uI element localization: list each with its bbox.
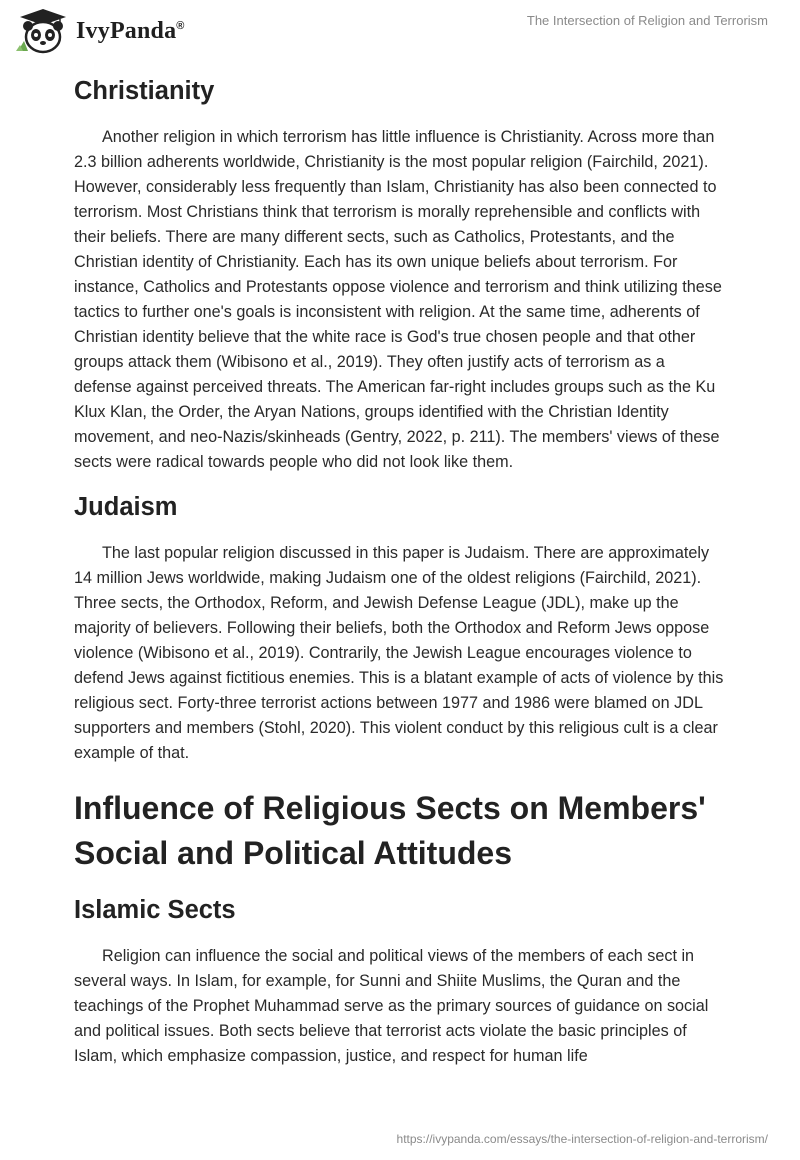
heading-christianity: Christianity bbox=[74, 77, 215, 105]
source-url[interactable]: https://ivypanda.com/essays/the-intersection-of-religion-and-terrorism/ bbox=[396, 1132, 768, 1146]
brand-logo[interactable] bbox=[14, 7, 185, 55]
brand-name: IvyPanda® bbox=[76, 17, 185, 44]
heading-influence-of-religious-sects: Influence of Religious Sects on Members' Social and Political Attitudes bbox=[74, 790, 706, 871]
panda-graduate-icon bbox=[14, 7, 72, 55]
essay-content bbox=[74, 72, 726, 1069]
document-title: The Intersection of Religion and Terrorism bbox=[526, 13, 768, 28]
page-header bbox=[0, 0, 800, 60]
paragraph-judaism: The last popular religion discussed in this paper is Judaism. There are approximately 14 million Jews worldwide, making Judaism one of the oldest religions (Fairchild, 2021). Three sects, the Orthodox, Reform, and Jewish Defense League (JDL), make up the majority of believers. Following their beliefs, both the Orthodox and Reform Jews oppose violence (Wibisono et al., 2019). Contrarily, the Jewish League encourages violence to defend Jews against fictitious enemies. This is a blatant example of acts of violence by this religious sect. Forty-three terrorist actions between 1977 and 1986 were blamed on JDL supporters and members (Stohl, 2020). This violent conduct by this religious cult is a clear example of that. bbox=[74, 544, 724, 762]
paragraph-islamic-sects: Religion can influence the social and political views of the members of each sect in several ways. In Islam, for example, for Sunni and Shiite Muslims, the Quran and the teachings of the Prophet Muhammad serve as the primary sources of guidance on social and political issues. Both sects believe that terrorist acts violate the basic principles of Islam, which emphasize compassion, justice, and respect for human life bbox=[74, 947, 709, 1065]
heading-judaism: Judaism bbox=[74, 493, 178, 521]
paragraph-christianity: Another religion in which terrorism has little influence is Christianity. Across more than 2.3 billion adherents worldwide, Christianity is the most popular religion (Fairchild, 2021). However, considerably less frequently than Islam, Christianity has also been connected to terrorism. Most Christians think that terrorism is morally reprehensible and conflicts with their beliefs. There are many different sects, such as Catholics, Protestants, and the Christian identity of Christianity. Each has its own unique beliefs about terrorism. For instance, Catholics and Protestants oppose violence and terrorism and think utilizing these tactics to further one's goals is inconsistent with religion. At the same time, adherents of Christian identity believe that the white race is God's true chosen people and that other groups attack them (Wibisono et al., 2019). They often justify acts of terrorism as a defense against perceived threats. The American far-right includes groups such as the Ku Klux Klan, the Order, the Aryan Nations, groups identified with the Christian Identity movement, and neo-Nazis/skinheads (Gentry, 2022, p. 211). The members' views of these sects were radical towards people who did not look like them. bbox=[74, 128, 722, 471]
registered-mark: ® bbox=[176, 19, 185, 32]
heading-islamic-sects: Islamic Sects bbox=[74, 896, 236, 924]
